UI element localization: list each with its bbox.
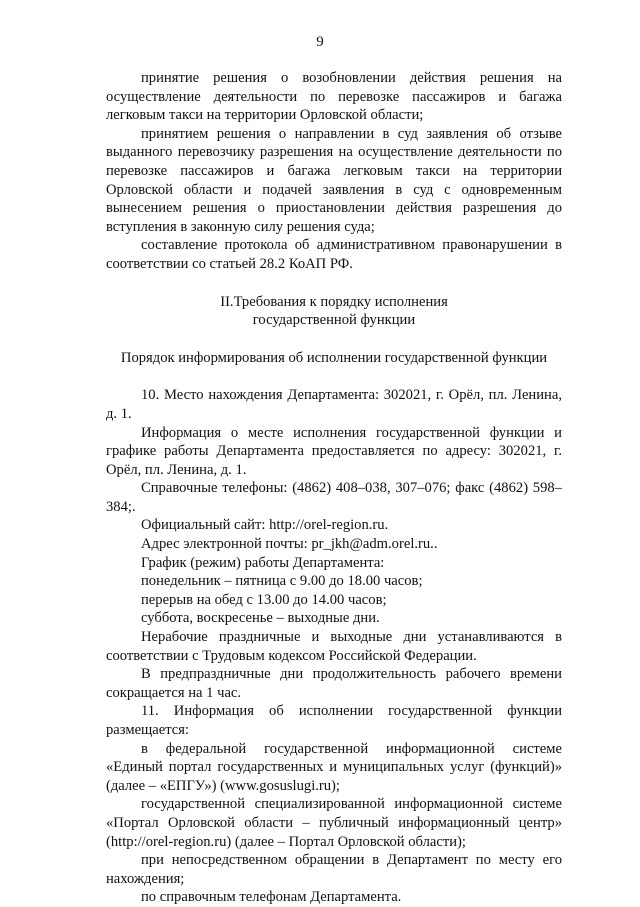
paragraph: при непосредственном обращении в Департамент по месту его нахождения;: [106, 852, 562, 887]
paragraph: Справочные телефоны: (4862) 408–038, 307–076; факс (4862) 598–384;.: [106, 480, 562, 515]
paragraph: перерыв на обед с 13.00 до 14.00 часов;: [141, 591, 387, 608]
paragraph: понедельник – пятница с 9.00 до 18.00 часов;: [141, 573, 423, 590]
paragraph: государственной специализированной информационной системе «Портал Орловской области – публичный информационный центр» (http://orel-region.ru) (далее – Портал Орловской области);: [106, 796, 562, 850]
paragraph: Официальный сайт: http://orel-region.ru.: [141, 517, 389, 534]
page-number: 9: [316, 34, 324, 50]
paragraph: 11. Информация об исполнении государственной функции размещается:: [106, 703, 562, 738]
paragraph: принятием решения о направлении в суд заявления об отзыве выданного перевозчику разрешения на осуществление деятельности по перевозке пассажиров и багажа легковым такси на территории Орловской области и подачей заявления в суд с одновременным вынесением решения о приостановлении действия разрешения до вступления в законную силу решения суда;: [106, 125, 562, 235]
paragraph: составление протокола об административном правонарушении в соответствии со статьей 28.2 КоАП РФ.: [106, 237, 562, 272]
paragraph: принятие решения о возобновлении действия решения на осуществление деятельности по перевозке пассажиров и багажа легковым такси на территории Орловской области;: [106, 70, 562, 124]
paragraph: в федеральной государственной информационной системе «Единый портал государственных и муниципальных услуг (функций)» (далее – «ЕПГУ») (www.gosuslugi.ru);: [106, 740, 562, 794]
paragraph: Нерабочие праздничные и выходные дни устанавливаются в соответствии с Трудовым кодексом Российской Федерации.: [106, 629, 562, 664]
section-heading-line2: государственной функции: [252, 312, 416, 329]
section-heading-line1: II.Требования к порядку исполнения: [220, 293, 448, 310]
paragraph: Информация о месте исполнения государственной функции и графике работы Департамента предоставляется по адресу: 302021, г. Орёл, пл. Ленина, д. 1.: [106, 424, 562, 478]
paragraph: по справочным телефонам Департамента.: [141, 889, 402, 906]
document-body: [106, 69, 562, 907]
paragraph: Адрес электронной почты: pr_jkh@adm.orel.ru..: [141, 536, 438, 553]
paragraph: В предпраздничные дни продолжительность рабочего времени сокращается на 1 час.: [106, 666, 562, 701]
paragraph: суббота, воскресенье – выходные дни.: [141, 610, 380, 627]
subheading: Порядок информирования об исполнении государственной функции: [120, 349, 548, 366]
paragraph: График (режим) работы Департамента:: [141, 554, 385, 571]
paragraph: 10. Место нахождения Департамента: 302021, г. Орёл, пл. Ленина, д. 1.: [106, 387, 562, 422]
